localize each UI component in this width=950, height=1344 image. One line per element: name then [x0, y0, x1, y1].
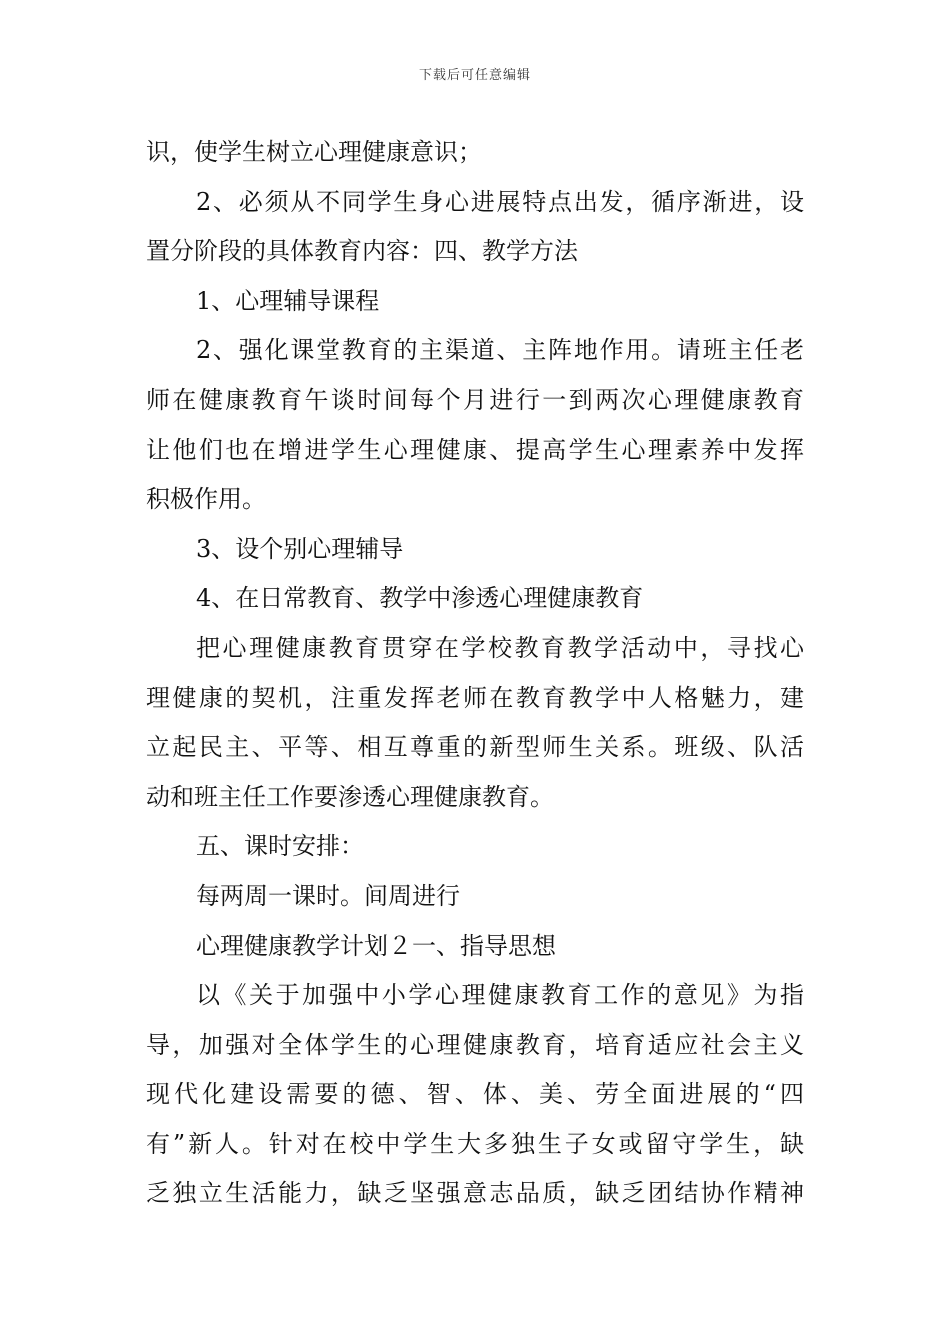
text-line: 有”新人。针对在校中学生大多独生子女或留守学生，缺	[146, 1129, 804, 1158]
text-line: 导，加强对全体学生的心理健康教育，培育适应社会主义	[146, 1030, 804, 1059]
document-body	[146, 128, 804, 1219]
text-line: 理健康的契机，注重发挥老师在教育教学中人格魅力，建	[146, 683, 804, 712]
text-line: 立起民主、平等、相互尊重的新型师生关系。班级、队活	[146, 733, 804, 762]
text-line: 师在健康教育午谈时间每个月进行一到两次心理健康教育	[146, 385, 804, 414]
text-line: 以《关于加强中小学心理健康教育工作的意见》为指	[196, 981, 804, 1010]
text-line: 2、必须从不同学生身心进展特点出发，循序渐进，设	[196, 187, 804, 216]
text-line: 动和班主任工作要渗透心理健康教育。	[146, 782, 554, 811]
text-line: 乏独立生活能力，缺乏坚强意志品质，缺乏团结协作精神	[146, 1179, 804, 1208]
text-line: 积极作用。	[146, 485, 266, 514]
text-line: 2、强化课堂教育的主渠道、主阵地作用。请班主任老	[196, 336, 804, 365]
text-line: 3、设个别心理辅导	[196, 534, 404, 563]
text-line: 五、课时安排：	[196, 832, 364, 861]
text-line: 置分阶段的具体教育内容：四、教学方法	[146, 237, 578, 266]
page-header: 下载后可任意编辑	[418, 68, 531, 83]
text-line: 让他们也在增进学生心理健康、提高学生心理素养中发挥	[146, 435, 804, 464]
text-line: 心理健康教学计划２一、指导思想	[196, 931, 556, 960]
text-line: 把心理健康教育贯穿在学校教育教学活动中，寻找心	[196, 633, 804, 662]
text-line: 现代化建设需要的德、智、体、美、劳全面进展的“四	[146, 1080, 804, 1109]
text-line: 识，使学生树立心理健康意识；	[146, 138, 482, 166]
text-line: 4、在日常教育、教学中渗透心理健康教育	[196, 584, 644, 613]
text-line: 1、心理辅导课程	[196, 286, 380, 315]
text-line: 每两周一课时。间周进行	[196, 881, 460, 910]
